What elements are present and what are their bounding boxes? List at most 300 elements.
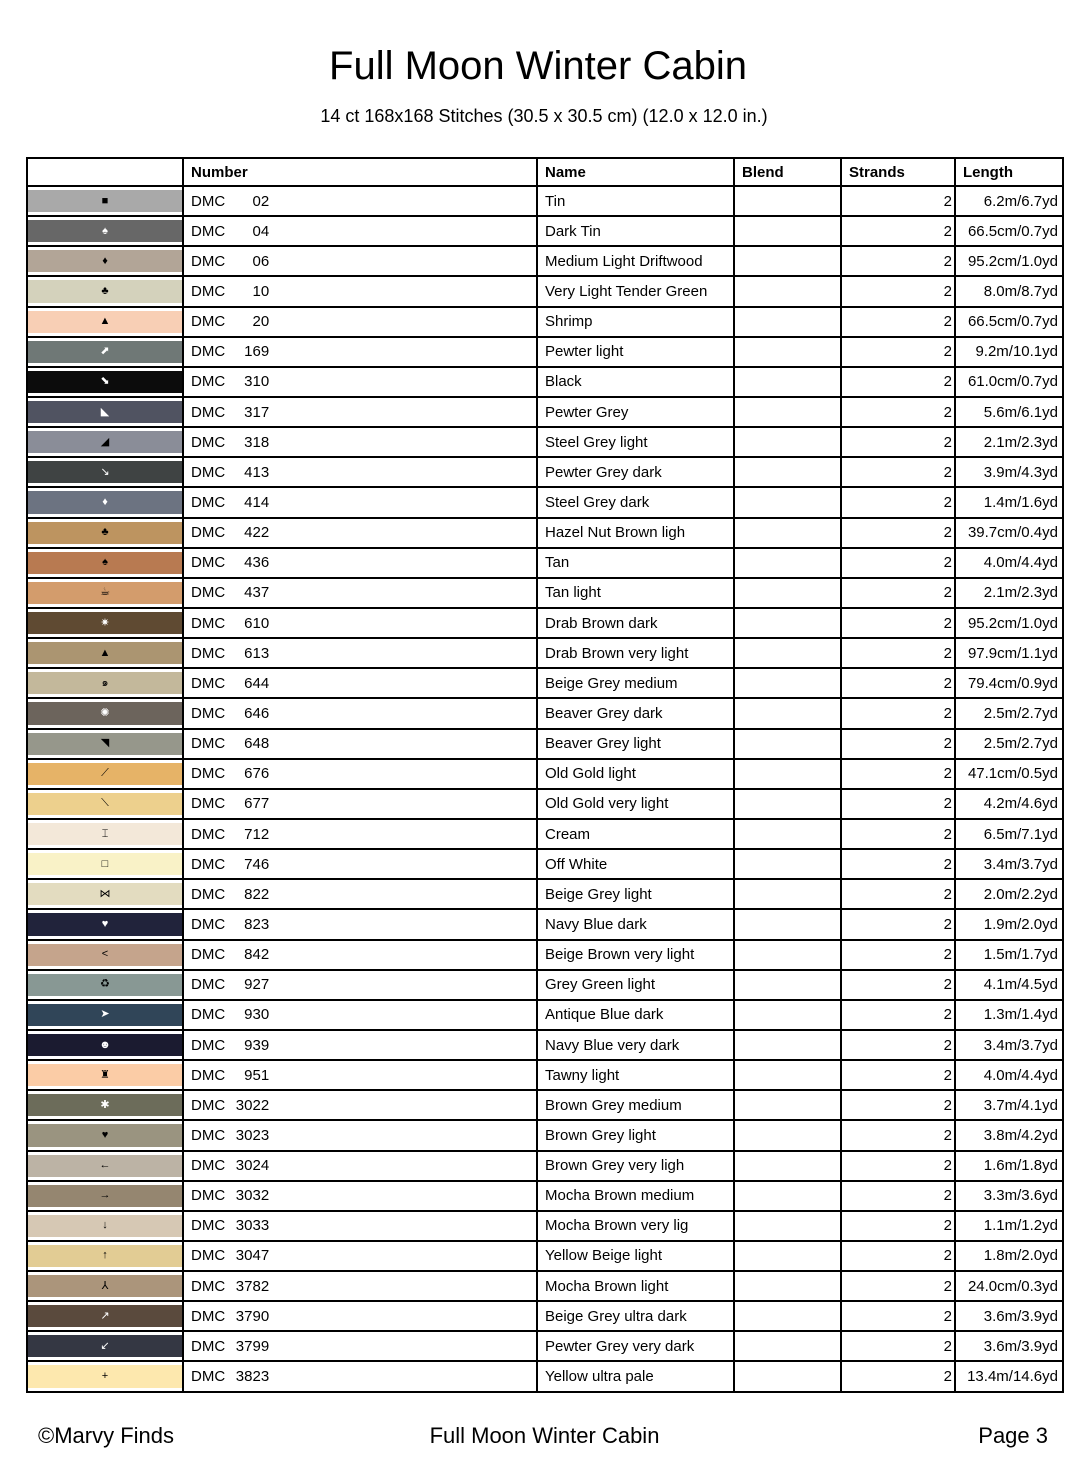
floss-blend bbox=[734, 216, 841, 246]
floss-code: 613 bbox=[244, 644, 270, 662]
floss-strands: 2 bbox=[841, 909, 955, 939]
color-swatch bbox=[27, 186, 183, 216]
stitch-symbol-icon: ☻ bbox=[99, 1038, 111, 1051]
color-swatch bbox=[27, 1151, 183, 1181]
color-swatch bbox=[27, 427, 183, 457]
floss-code: 3022 bbox=[235, 1096, 270, 1114]
stitch-symbol-icon: ๑ bbox=[101, 676, 109, 689]
floss-name: Beaver Grey light bbox=[537, 729, 734, 759]
table-row bbox=[27, 909, 1063, 939]
floss-number bbox=[183, 759, 537, 789]
floss-code: 3799 bbox=[235, 1337, 270, 1355]
swatch-fill bbox=[28, 913, 182, 935]
floss-brand: DMC bbox=[191, 1066, 226, 1084]
floss-number bbox=[183, 518, 537, 548]
swatch-fill bbox=[28, 1004, 182, 1026]
swatch-fill bbox=[28, 1185, 182, 1207]
swatch-fill bbox=[28, 642, 182, 664]
floss-code: 842 bbox=[244, 946, 270, 964]
color-swatch bbox=[27, 1211, 183, 1241]
floss-number bbox=[183, 1000, 537, 1030]
swatch-fill bbox=[28, 944, 182, 966]
floss-blend bbox=[734, 276, 841, 306]
floss-brand: DMC bbox=[191, 946, 226, 964]
floss-length: 1.4m/1.6yd bbox=[955, 487, 1063, 517]
table-row bbox=[27, 849, 1063, 879]
table-row bbox=[27, 216, 1063, 246]
floss-strands: 2 bbox=[841, 1301, 955, 1331]
floss-name: Medium Light Driftwood bbox=[537, 246, 734, 276]
floss-number bbox=[183, 1211, 537, 1241]
floss-strands: 2 bbox=[841, 246, 955, 276]
table-row bbox=[27, 397, 1063, 427]
floss-strands: 2 bbox=[841, 668, 955, 698]
table-row bbox=[27, 1211, 1063, 1241]
stitch-symbol-icon: ↑ bbox=[102, 1249, 108, 1262]
floss-number bbox=[183, 1120, 537, 1150]
floss-length: 3.7m/4.1yd bbox=[955, 1090, 1063, 1120]
floss-code: 823 bbox=[244, 915, 270, 933]
table-row bbox=[27, 879, 1063, 909]
floss-name: Hazel Nut Brown ligh bbox=[537, 518, 734, 548]
floss-number bbox=[183, 698, 537, 728]
floss-brand: DMC bbox=[191, 1187, 226, 1205]
floss-strands: 2 bbox=[841, 457, 955, 487]
floss-strands: 2 bbox=[841, 638, 955, 668]
floss-length: 6.2m/6.7yd bbox=[955, 186, 1063, 216]
floss-blend bbox=[734, 1060, 841, 1090]
table-row bbox=[27, 1000, 1063, 1030]
floss-code: 712 bbox=[244, 825, 270, 843]
floss-number bbox=[183, 367, 537, 397]
floss-brand: DMC bbox=[191, 704, 226, 722]
floss-name: Steel Grey light bbox=[537, 427, 734, 457]
floss-number bbox=[183, 1301, 537, 1331]
floss-brand: DMC bbox=[191, 614, 226, 632]
floss-number bbox=[183, 578, 537, 608]
floss-brand: DMC bbox=[191, 674, 226, 692]
floss-brand: DMC bbox=[191, 373, 226, 391]
table-row bbox=[27, 276, 1063, 306]
color-swatch bbox=[27, 1241, 183, 1271]
floss-brand: DMC bbox=[191, 1307, 226, 1325]
floss-blend bbox=[734, 879, 841, 909]
floss-blend bbox=[734, 1331, 841, 1361]
floss-blend bbox=[734, 337, 841, 367]
swatch-fill bbox=[28, 883, 182, 905]
color-swatch bbox=[27, 1120, 183, 1150]
table-row bbox=[27, 427, 1063, 457]
table-row bbox=[27, 548, 1063, 578]
floss-strands: 2 bbox=[841, 879, 955, 909]
floss-strands: 2 bbox=[841, 1331, 955, 1361]
swatch-fill bbox=[28, 793, 182, 815]
color-swatch bbox=[27, 789, 183, 819]
color-swatch bbox=[27, 638, 183, 668]
floss-code: 644 bbox=[244, 674, 270, 692]
floss-length: 95.2cm/1.0yd bbox=[955, 246, 1063, 276]
swatch-fill bbox=[28, 1155, 182, 1177]
floss-number bbox=[183, 1241, 537, 1271]
stitch-symbol-icon: ♥ bbox=[101, 1128, 109, 1141]
floss-brand: DMC bbox=[191, 735, 226, 753]
stitch-symbol-icon: ✷ bbox=[100, 616, 110, 629]
color-swatch bbox=[27, 1000, 183, 1030]
floss-blend bbox=[734, 307, 841, 337]
floss-strands: 2 bbox=[841, 1241, 955, 1271]
stitch-symbol-icon: ☕ bbox=[100, 586, 110, 599]
floss-blend bbox=[734, 789, 841, 819]
floss-blend bbox=[734, 909, 841, 939]
stitch-symbol-icon: ▲ bbox=[99, 315, 111, 328]
stitch-symbol-icon: + bbox=[101, 1370, 109, 1383]
floss-brand: DMC bbox=[191, 1006, 226, 1024]
floss-code: 310 bbox=[244, 373, 270, 391]
swatch-fill bbox=[28, 1124, 182, 1146]
floss-brand: DMC bbox=[191, 192, 226, 210]
floss-code: 646 bbox=[244, 704, 270, 722]
floss-name: Mocha Brown light bbox=[537, 1271, 734, 1301]
footer-page-number: Page 3 bbox=[978, 1423, 1048, 1448]
floss-number bbox=[183, 216, 537, 246]
floss-brand: DMC bbox=[191, 403, 226, 421]
color-swatch bbox=[27, 1030, 183, 1060]
floss-length: 24.0cm/0.3yd bbox=[955, 1271, 1063, 1301]
floss-name: Very Light Tender Green bbox=[537, 276, 734, 306]
swatch-fill bbox=[28, 522, 182, 544]
floss-strands: 2 bbox=[841, 487, 955, 517]
floss-name: Cream bbox=[537, 819, 734, 849]
table-row bbox=[27, 518, 1063, 548]
swatch-fill bbox=[28, 1094, 182, 1116]
stitch-symbol-icon: ⟍ bbox=[101, 797, 109, 810]
floss-brand: DMC bbox=[191, 915, 226, 933]
floss-strands: 2 bbox=[841, 608, 955, 638]
table-row bbox=[27, 608, 1063, 638]
floss-strands: 2 bbox=[841, 940, 955, 970]
floss-blend bbox=[734, 1271, 841, 1301]
floss-code: 610 bbox=[244, 614, 270, 632]
stitch-symbol-icon: ◥ bbox=[100, 737, 110, 750]
floss-name: Off White bbox=[537, 849, 734, 879]
floss-code: 06 bbox=[252, 252, 270, 270]
header-length: Length bbox=[955, 158, 1063, 186]
floss-brand: DMC bbox=[191, 644, 226, 662]
floss-name: Mocha Brown medium bbox=[537, 1181, 734, 1211]
floss-brand: DMC bbox=[191, 1096, 226, 1114]
table-row bbox=[27, 970, 1063, 1000]
header-number: Number bbox=[183, 158, 537, 186]
table-row bbox=[27, 1301, 1063, 1331]
color-swatch bbox=[27, 698, 183, 728]
floss-number bbox=[183, 548, 537, 578]
swatch-fill bbox=[28, 250, 182, 272]
floss-name: Tin bbox=[537, 186, 734, 216]
swatch-fill bbox=[28, 311, 182, 333]
floss-blend bbox=[734, 1241, 841, 1271]
floss-strands: 2 bbox=[841, 1181, 955, 1211]
swatch-fill bbox=[28, 823, 182, 845]
table-row bbox=[27, 638, 1063, 668]
floss-brand: DMC bbox=[191, 1126, 226, 1144]
floss-strands: 2 bbox=[841, 307, 955, 337]
floss-name: Beige Grey ultra dark bbox=[537, 1301, 734, 1331]
floss-brand: DMC bbox=[191, 493, 226, 511]
floss-code: 3032 bbox=[235, 1187, 270, 1205]
stitch-symbol-icon: ⬊ bbox=[100, 375, 110, 388]
floss-code: 10 bbox=[252, 282, 270, 300]
floss-blend bbox=[734, 186, 841, 216]
floss-number bbox=[183, 427, 537, 457]
floss-strands: 2 bbox=[841, 1151, 955, 1181]
stitch-symbol-icon: ◢ bbox=[100, 435, 110, 448]
floss-length: 8.0m/8.7yd bbox=[955, 276, 1063, 306]
table-row bbox=[27, 1090, 1063, 1120]
color-swatch bbox=[27, 940, 183, 970]
floss-name: Pewter light bbox=[537, 337, 734, 367]
swatch-fill bbox=[28, 461, 182, 483]
floss-blend bbox=[734, 849, 841, 879]
floss-blend bbox=[734, 1120, 841, 1150]
floss-blend bbox=[734, 1151, 841, 1181]
floss-strands: 2 bbox=[841, 729, 955, 759]
table-row bbox=[27, 1120, 1063, 1150]
floss-length: 3.4m/3.7yd bbox=[955, 849, 1063, 879]
floss-strands: 2 bbox=[841, 1000, 955, 1030]
floss-number bbox=[183, 337, 537, 367]
floss-number bbox=[183, 186, 537, 216]
swatch-fill bbox=[28, 672, 182, 694]
stitch-symbol-icon: ♜ bbox=[100, 1068, 110, 1081]
floss-code: 169 bbox=[244, 343, 270, 361]
floss-length: 2.0m/2.2yd bbox=[955, 879, 1063, 909]
color-swatch bbox=[27, 1181, 183, 1211]
floss-length: 95.2cm/1.0yd bbox=[955, 608, 1063, 638]
floss-strands: 2 bbox=[841, 1211, 955, 1241]
floss-strands: 2 bbox=[841, 759, 955, 789]
floss-legend-table bbox=[26, 157, 1064, 1393]
floss-name: Beige Brown very light bbox=[537, 940, 734, 970]
floss-code: 930 bbox=[244, 1006, 270, 1024]
floss-code: 414 bbox=[244, 493, 270, 511]
floss-name: Steel Grey dark bbox=[537, 487, 734, 517]
floss-strands: 2 bbox=[841, 397, 955, 427]
floss-strands: 2 bbox=[841, 1090, 955, 1120]
floss-number bbox=[183, 487, 537, 517]
table-row bbox=[27, 1331, 1063, 1361]
floss-name: Drab Brown very light bbox=[537, 638, 734, 668]
floss-code: 3033 bbox=[235, 1217, 270, 1235]
floss-strands: 2 bbox=[841, 1030, 955, 1060]
color-swatch bbox=[27, 819, 183, 849]
floss-name: Drab Brown dark bbox=[537, 608, 734, 638]
floss-number bbox=[183, 276, 537, 306]
floss-blend bbox=[734, 1211, 841, 1241]
floss-blend bbox=[734, 457, 841, 487]
floss-blend bbox=[734, 246, 841, 276]
table-row bbox=[27, 759, 1063, 789]
floss-code: 3024 bbox=[235, 1157, 270, 1175]
stitch-symbol-icon: ▲ bbox=[99, 646, 111, 659]
table-row bbox=[27, 337, 1063, 367]
stitch-symbol-icon: ↙ bbox=[100, 1339, 110, 1352]
floss-length: 79.4cm/0.9yd bbox=[955, 668, 1063, 698]
stitch-symbol-icon: ↗ bbox=[100, 1309, 110, 1322]
stitch-symbol-icon: ♣ bbox=[101, 284, 109, 297]
floss-strands: 2 bbox=[841, 276, 955, 306]
floss-blend bbox=[734, 367, 841, 397]
floss-strands: 2 bbox=[841, 216, 955, 246]
floss-length: 61.0cm/0.7yd bbox=[955, 367, 1063, 397]
floss-blend bbox=[734, 759, 841, 789]
floss-name: Old Gold very light bbox=[537, 789, 734, 819]
floss-brand: DMC bbox=[191, 1277, 226, 1295]
floss-length: 2.5m/2.7yd bbox=[955, 729, 1063, 759]
floss-name: Navy Blue dark bbox=[537, 909, 734, 939]
floss-name: Pewter Grey dark bbox=[537, 457, 734, 487]
floss-length: 6.5m/7.1yd bbox=[955, 819, 1063, 849]
table-row bbox=[27, 578, 1063, 608]
swatch-fill bbox=[28, 612, 182, 634]
swatch-fill bbox=[28, 1275, 182, 1297]
footer-title: Full Moon Winter Cabin bbox=[429, 1423, 660, 1448]
color-swatch bbox=[27, 729, 183, 759]
floss-brand: DMC bbox=[191, 1217, 226, 1235]
floss-length: 39.7cm/0.4yd bbox=[955, 518, 1063, 548]
floss-blend bbox=[734, 548, 841, 578]
floss-number bbox=[183, 819, 537, 849]
color-swatch bbox=[27, 1271, 183, 1301]
floss-length: 4.1m/4.5yd bbox=[955, 970, 1063, 1000]
floss-name: Brown Grey very ligh bbox=[537, 1151, 734, 1181]
floss-blend bbox=[734, 1030, 841, 1060]
floss-length: 2.1m/2.3yd bbox=[955, 578, 1063, 608]
stitch-symbol-icon: ♠ bbox=[102, 556, 108, 569]
floss-name: Navy Blue very dark bbox=[537, 1030, 734, 1060]
floss-number bbox=[183, 457, 537, 487]
swatch-fill bbox=[28, 190, 182, 212]
floss-brand: DMC bbox=[191, 795, 226, 813]
floss-code: 413 bbox=[244, 463, 270, 481]
floss-blend bbox=[734, 397, 841, 427]
floss-blend bbox=[734, 1090, 841, 1120]
floss-code: 3047 bbox=[235, 1247, 270, 1265]
table-row bbox=[27, 487, 1063, 517]
color-swatch bbox=[27, 1060, 183, 1090]
floss-length: 1.6m/1.8yd bbox=[955, 1151, 1063, 1181]
floss-brand: DMC bbox=[191, 584, 226, 602]
color-swatch bbox=[27, 909, 183, 939]
floss-number bbox=[183, 608, 537, 638]
table-row bbox=[27, 1151, 1063, 1181]
floss-length: 4.2m/4.6yd bbox=[955, 789, 1063, 819]
footer-copyright: ©Marvy Finds bbox=[38, 1423, 175, 1448]
table-row bbox=[27, 186, 1063, 216]
floss-blend bbox=[734, 1181, 841, 1211]
color-swatch bbox=[27, 457, 183, 487]
floss-length: 3.8m/4.2yd bbox=[955, 1120, 1063, 1150]
stitch-symbol-icon: ♠ bbox=[102, 224, 108, 237]
floss-brand: DMC bbox=[191, 885, 226, 903]
floss-length: 5.6m/6.1yd bbox=[955, 397, 1063, 427]
floss-brand: DMC bbox=[191, 252, 226, 270]
color-swatch bbox=[27, 1090, 183, 1120]
stitch-symbol-icon: ⬈ bbox=[100, 345, 110, 358]
floss-blend bbox=[734, 698, 841, 728]
color-swatch bbox=[27, 668, 183, 698]
floss-code: 939 bbox=[244, 1036, 270, 1054]
table-row bbox=[27, 940, 1063, 970]
swatch-fill bbox=[28, 853, 182, 875]
stitch-symbol-icon: ♦ bbox=[102, 254, 108, 267]
floss-blend bbox=[734, 729, 841, 759]
floss-code: 437 bbox=[244, 584, 270, 602]
color-swatch bbox=[27, 759, 183, 789]
color-swatch bbox=[27, 367, 183, 397]
floss-blend bbox=[734, 578, 841, 608]
table-row bbox=[27, 1361, 1063, 1391]
floss-brand: DMC bbox=[191, 343, 226, 361]
stitch-symbol-icon: ◣ bbox=[100, 405, 110, 418]
floss-name: Shrimp bbox=[537, 307, 734, 337]
floss-strands: 2 bbox=[841, 970, 955, 1000]
floss-number bbox=[183, 1361, 537, 1391]
floss-strands: 2 bbox=[841, 548, 955, 578]
floss-length: 97.9cm/1.1yd bbox=[955, 638, 1063, 668]
stitch-symbol-icon: ⅄ bbox=[101, 1279, 109, 1292]
floss-brand: DMC bbox=[191, 1247, 226, 1265]
floss-number bbox=[183, 668, 537, 698]
floss-strands: 2 bbox=[841, 1361, 955, 1391]
floss-blend bbox=[734, 638, 841, 668]
swatch-fill bbox=[28, 341, 182, 363]
floss-name: Black bbox=[537, 367, 734, 397]
color-swatch bbox=[27, 608, 183, 638]
stitch-symbol-icon: ⋈ bbox=[99, 887, 111, 900]
floss-code: 422 bbox=[244, 524, 270, 542]
swatch-fill bbox=[28, 1335, 182, 1357]
swatch-fill bbox=[28, 552, 182, 574]
floss-brand: DMC bbox=[191, 463, 226, 481]
floss-blend bbox=[734, 427, 841, 457]
floss-name: Pewter Grey bbox=[537, 397, 734, 427]
table-body bbox=[27, 186, 1063, 1392]
header-symbol bbox=[27, 158, 183, 186]
floss-length: 66.5cm/0.7yd bbox=[955, 216, 1063, 246]
floss-blend bbox=[734, 940, 841, 970]
floss-number bbox=[183, 909, 537, 939]
table-row bbox=[27, 1030, 1063, 1060]
floss-number bbox=[183, 940, 537, 970]
floss-name: Yellow Beige light bbox=[537, 1241, 734, 1271]
floss-length: 3.3m/3.6yd bbox=[955, 1181, 1063, 1211]
floss-strands: 2 bbox=[841, 1120, 955, 1150]
floss-strands: 2 bbox=[841, 698, 955, 728]
floss-strands: 2 bbox=[841, 1271, 955, 1301]
floss-brand: DMC bbox=[191, 855, 226, 873]
swatch-fill bbox=[28, 702, 182, 724]
header-blend: Blend bbox=[734, 158, 841, 186]
floss-number bbox=[183, 729, 537, 759]
floss-length: 3.9m/4.3yd bbox=[955, 457, 1063, 487]
swatch-fill bbox=[28, 401, 182, 423]
floss-strands: 2 bbox=[841, 849, 955, 879]
floss-code: 3823 bbox=[235, 1368, 270, 1386]
stitch-symbol-icon: ⌶ bbox=[101, 827, 109, 840]
swatch-fill bbox=[28, 1305, 182, 1327]
floss-brand: DMC bbox=[191, 976, 226, 994]
floss-number bbox=[183, 789, 537, 819]
